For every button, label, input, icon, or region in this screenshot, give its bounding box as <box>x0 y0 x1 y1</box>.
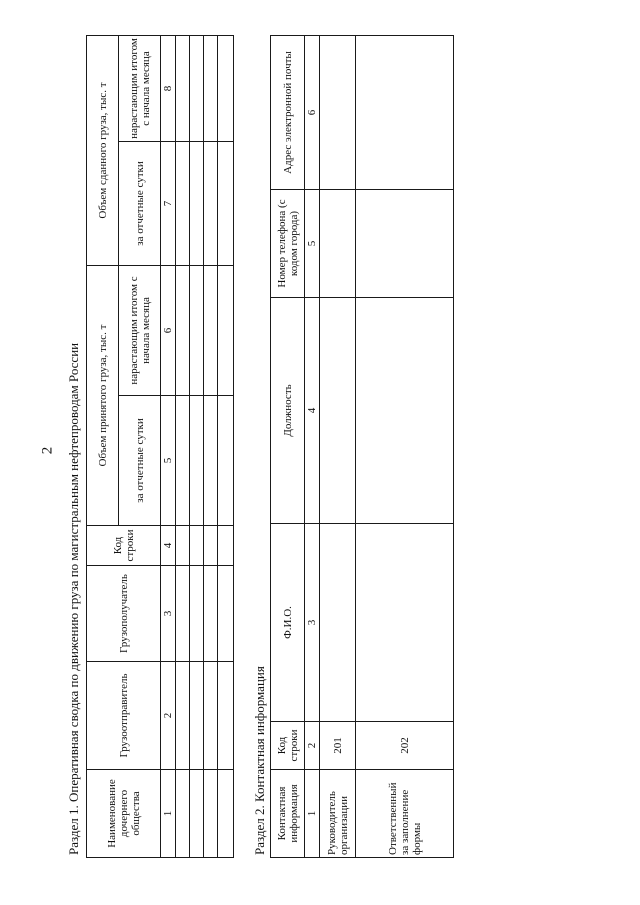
header-sender: Грузоотправитель <box>87 662 161 770</box>
col-number: 1 <box>161 770 176 858</box>
table-cell[interactable] <box>204 36 218 142</box>
page-number: 2 <box>39 446 56 455</box>
table-cell[interactable] <box>204 526 218 566</box>
header-position: Должность <box>271 298 305 524</box>
section2-table <box>270 35 454 858</box>
table-cell[interactable] <box>190 36 204 142</box>
header-code: Код строки <box>271 722 305 770</box>
table-cell[interactable] <box>218 266 234 396</box>
col-number: 6 <box>305 36 320 190</box>
table-cell[interactable] <box>218 526 234 566</box>
table-cell[interactable] <box>218 396 234 526</box>
section2-title: Раздел 2. Контактная информация <box>252 666 267 855</box>
table-cell[interactable] <box>356 190 454 298</box>
table-cell[interactable] <box>204 662 218 770</box>
header-accepted-group: Объем принятого груза, тыс. т <box>87 266 119 526</box>
table-cell[interactable] <box>218 662 234 770</box>
table-cell[interactable] <box>356 36 454 190</box>
section2-table-wrapper <box>270 35 454 858</box>
header-accepted-cum: нарастающим итогом с начала месяца <box>119 266 161 396</box>
header-accepted-day: за отчетные сутки <box>119 396 161 526</box>
table-cell[interactable] <box>320 298 356 524</box>
table-cell[interactable] <box>218 566 234 662</box>
header-contact: Контактная информация <box>271 770 305 858</box>
table-cell[interactable] <box>218 36 234 142</box>
header-receiver: Грузополучатель <box>87 566 161 662</box>
table-cell[interactable] <box>190 396 204 526</box>
table-cell[interactable] <box>320 36 356 190</box>
table-cell[interactable] <box>190 526 204 566</box>
table-cell[interactable] <box>356 298 454 524</box>
table-cell[interactable] <box>176 662 190 770</box>
table-cell[interactable] <box>204 142 218 266</box>
table-cell[interactable] <box>190 566 204 662</box>
table-cell[interactable] <box>218 142 234 266</box>
table-cell[interactable] <box>176 566 190 662</box>
table-cell[interactable] <box>176 36 190 142</box>
table-cell[interactable] <box>176 526 190 566</box>
col-number: 3 <box>161 566 176 662</box>
col-number: 6 <box>161 266 176 396</box>
table-cell[interactable] <box>218 770 234 858</box>
col-number: 5 <box>305 190 320 298</box>
col-number: 8 <box>161 36 176 142</box>
header-phone: Номер телефона (с кодом города) <box>271 190 305 298</box>
row-code: 201 <box>320 722 356 770</box>
table-cell[interactable] <box>190 142 204 266</box>
section1-table-wrapper <box>86 35 234 858</box>
table-cell[interactable] <box>204 770 218 858</box>
table-cell[interactable] <box>176 266 190 396</box>
table-cell[interactable] <box>190 266 204 396</box>
row-label: Ответственный за заполнение формы <box>356 770 454 858</box>
header-fio: Ф.И.О. <box>271 524 305 722</box>
table-cell[interactable] <box>176 770 190 858</box>
col-number: 2 <box>161 662 176 770</box>
col-number: 3 <box>305 524 320 722</box>
table-row <box>218 36 234 858</box>
header-email: Адрес электронной почты <box>271 36 305 190</box>
header-name: Наименование дочернего общества <box>87 770 161 858</box>
col-number: 2 <box>305 722 320 770</box>
table-row <box>320 36 356 858</box>
header-code: Код строки <box>87 526 161 566</box>
col-number: 4 <box>161 526 176 566</box>
table-cell[interactable] <box>190 770 204 858</box>
col-number: 4 <box>305 298 320 524</box>
table-cell[interactable] <box>320 524 356 722</box>
table-cell[interactable] <box>204 396 218 526</box>
header-delivered-group: Объем сданного груза, тыс. т <box>87 36 119 266</box>
header-delivered-day: за отчетные сутки <box>119 142 161 266</box>
col-number: 7 <box>161 142 176 266</box>
table-row <box>190 36 204 858</box>
table-cell[interactable] <box>176 396 190 526</box>
table-cell[interactable] <box>190 662 204 770</box>
table-cell[interactable] <box>176 142 190 266</box>
col-number: 1 <box>305 770 320 858</box>
row-label: Руководитель организации <box>320 770 356 858</box>
row-code: 202 <box>356 722 454 770</box>
section1-title: Раздел 1. Оперативная сводка по движению груза по магистральным нефтепроводам России <box>66 342 81 855</box>
table-row <box>176 36 190 858</box>
col-number: 5 <box>161 396 176 526</box>
table-cell[interactable] <box>204 266 218 396</box>
table-row <box>356 36 454 858</box>
table-cell[interactable] <box>320 190 356 298</box>
table-row <box>204 36 218 858</box>
header-delivered-cum: нарастающим итогом с начала месяца <box>119 36 161 142</box>
table-cell[interactable] <box>204 566 218 662</box>
section1-table <box>86 35 234 858</box>
table-cell[interactable] <box>356 524 454 722</box>
